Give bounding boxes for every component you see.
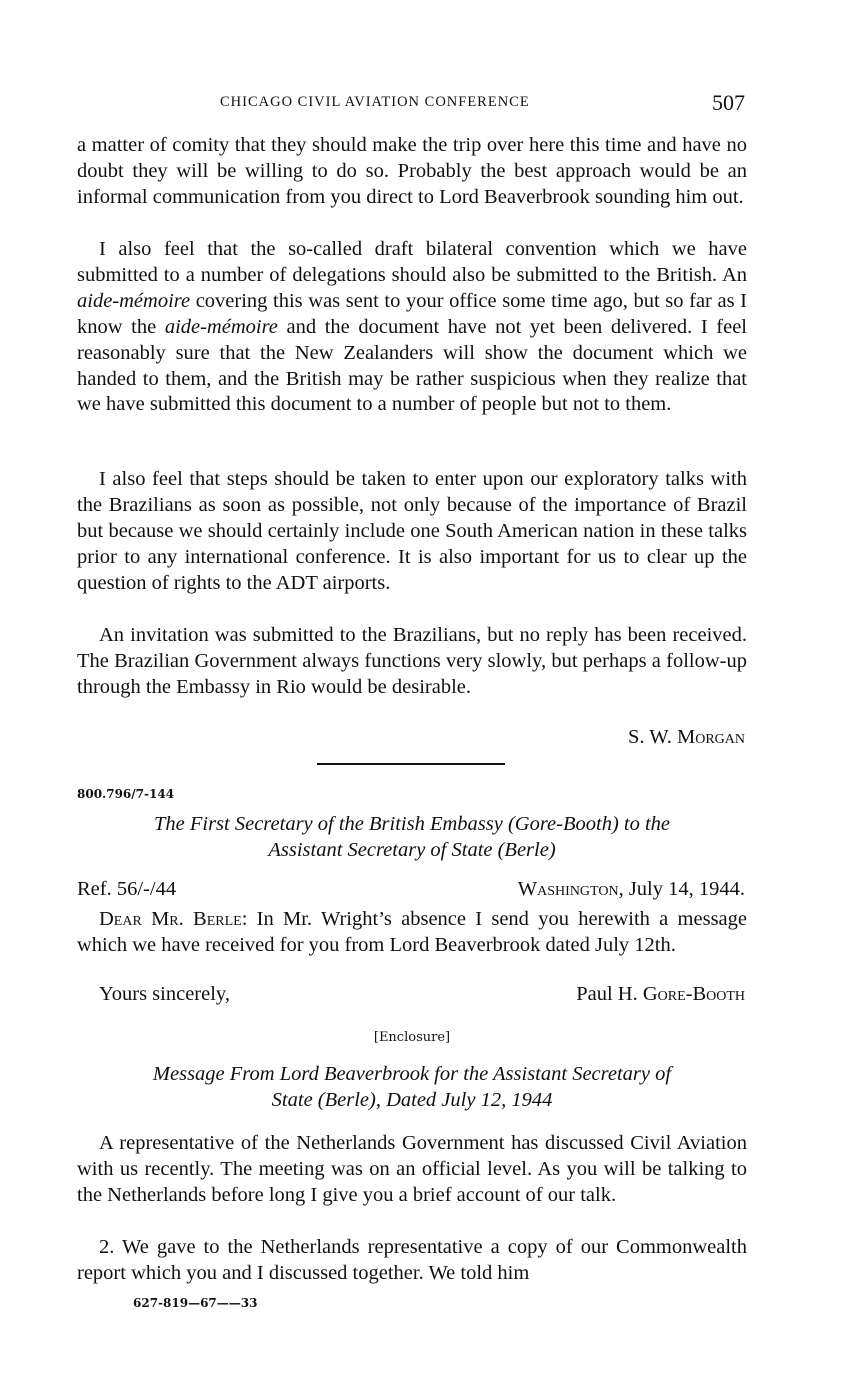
salutation: Dear Mr. Berle (99, 908, 242, 930)
document-title-line: Assistant Secretary of State (Berle) (268, 838, 556, 861)
paragraph-text: covering this was sent to your office some time ago, but so far as I know the (77, 289, 747, 338)
paragraph-text: 2. We gave to the Netherlands representative a copy of our Commonwealth report which you and I discussed together. We told him (77, 1236, 747, 1284)
enclosure-paragraph-1 (77, 1131, 747, 1209)
paragraph-text: a matter of comity that they should make the trip over here this time and have no doubt they will be willing to do so. Probably the best approach would be an informal communication from you direct to Lord Beaverbrook sounding him out. (77, 134, 747, 208)
paragraph-text: An invitation was submitted to the Brazilians, but no reply has been received. The Brazilian Government always functions very slowly, but perhaps a follow-up through the Embassy in Rio would be desirable. (77, 624, 747, 698)
signature-surname: Morgan (676, 726, 745, 748)
enclosure-title-line: State (Berle), Dated July 12, 1944 (271, 1088, 553, 1111)
paragraph-brazil-talks (77, 467, 747, 597)
paragraph-text: and the document have not yet been delivered. I feel reasonably sure that the New Zealanders will show the document which we handed to them, and the British may be rather suspicious when they realize that we have submitted this document to a number of people but not to them. (77, 315, 747, 416)
italic-term: aide-mémoire (164, 315, 278, 338)
print-code: 627-819—67——33 (133, 1296, 258, 1310)
paragraph-draft-convention (77, 237, 747, 418)
enclosure-label: [Enclosure] (373, 1030, 451, 1045)
paragraph-text: I also feel that steps should be taken to enter upon our exploratory talks with the Brazilians as soon as possible, not only because of the importance of Brazil but because we should certainly include one South American nation in these talks prior to any international conference. It is also important for us to clear up the question of rights to the ADT airports. (77, 468, 747, 594)
paragraph-text: A representative of the Netherlands Government has discussed Civil Aviation with us recently. The meeting was on an official level. As you will be talking to the Netherlands before long I give you a brief account of our talk. (77, 1132, 747, 1206)
paragraph-continuation (77, 133, 747, 211)
enclosure-paragraph-2 (77, 1235, 747, 1287)
running-title: CHICAGO CIVIL AVIATION CONFERENCE (220, 94, 530, 110)
document-title-line: The First Secretary of the British Embassy (Gore-Booth) to the (153, 813, 671, 835)
page-number: 507 (712, 90, 745, 115)
running-head (77, 92, 747, 116)
italic-term: aide-mémoire (77, 289, 191, 312)
section-divider (317, 763, 505, 765)
signer-first: Paul H. (576, 983, 643, 1005)
paragraph-text: I also feel that the so-called draft bilateral convention which we have submitted to a number of delegations should also be submitted to the British. An (77, 238, 747, 286)
signature-gore-booth (576, 983, 745, 1006)
file-number: 800.796/7-144 (77, 787, 175, 801)
enclosure-title (77, 1062, 747, 1114)
complimentary-close: Yours sincerely, (99, 983, 230, 1005)
dateline-place: Washington (517, 878, 619, 900)
signature-initials: S. W. (627, 726, 677, 748)
signer-last: Gore-Booth (642, 983, 745, 1005)
letter-body (77, 907, 747, 959)
paragraph-invitation (77, 623, 747, 701)
reference-number: Ref. 56/-/44 (77, 878, 177, 900)
document-title (77, 812, 747, 864)
dateline (518, 878, 745, 901)
letter-text: : In Mr. Wright’s absence I send you herewith a message which we have received for you from Lord Beaverbrook dated July 12th. (77, 908, 747, 956)
enclosure-title-line: Message From Lord Beaverbrook for the Assistant Secretary of (152, 1063, 672, 1085)
dateline-date: , July 14, 1944. (618, 878, 745, 900)
signature-morgan (628, 726, 745, 749)
